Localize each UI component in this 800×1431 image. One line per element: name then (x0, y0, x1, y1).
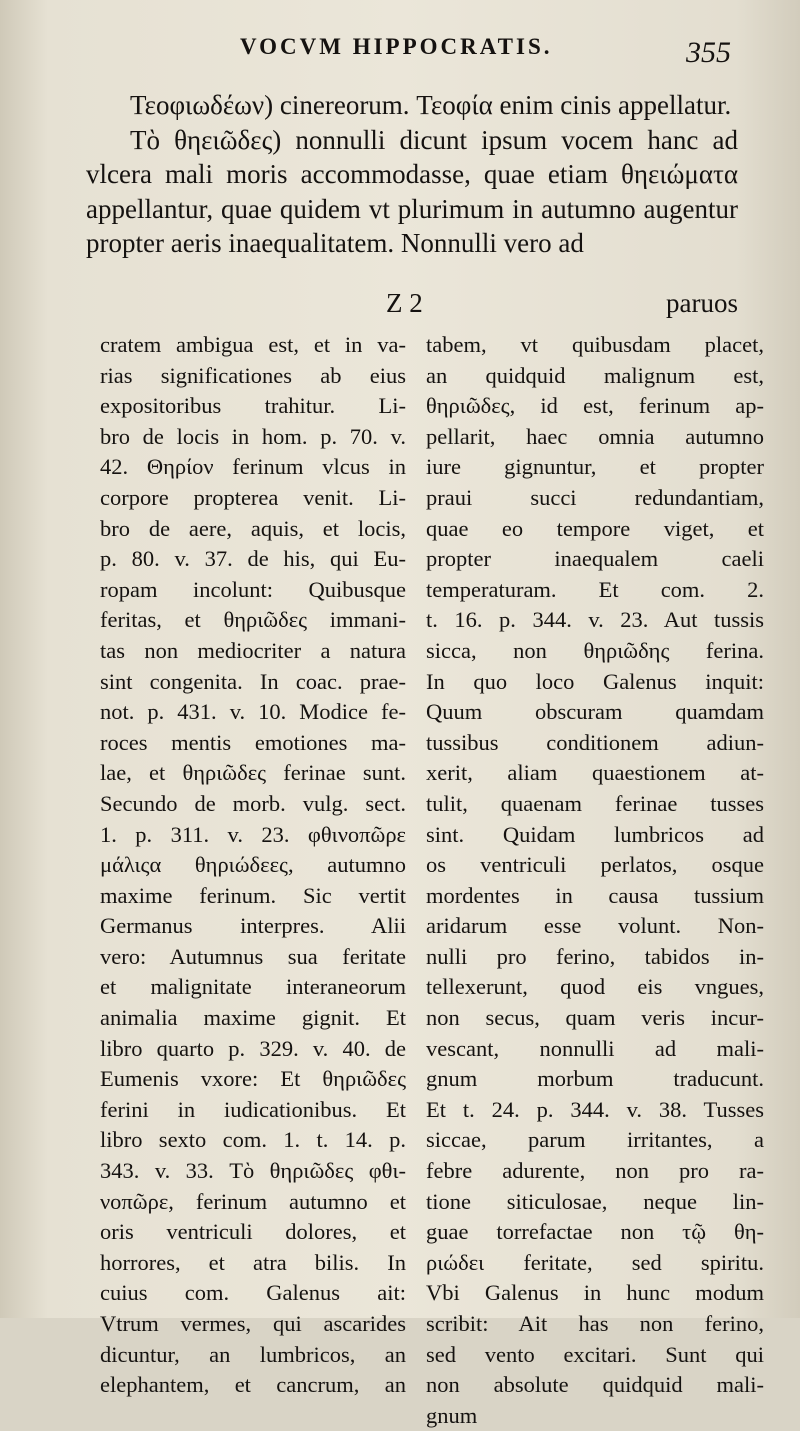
text-line: 1. p. 311. v. 23. φθινοπῶρε (100, 821, 406, 847)
text-line: tulit, quaenam ferinae tusses (426, 790, 764, 816)
text-line: propter inaequalem caeli (426, 546, 764, 572)
text-line: Vtrum vermes, qui ascarides (100, 1311, 406, 1336)
text-line: xerit, aliam quaestionem at- (426, 760, 764, 786)
text-line: Vbi Galenus in hunc modum (426, 1280, 764, 1306)
text-line: libro quarto p. 329. v. 40. de (100, 1035, 406, 1061)
text-line: temperaturam. Et com. 2. (426, 576, 764, 602)
text-line: rias significationes ab eius (100, 362, 406, 388)
text-line: os ventriculi perlatos, osque (426, 852, 764, 878)
text-line: vero: Autumnus sua feritate (100, 943, 406, 969)
text-line: 343. v. 33. Τὸ θηριῶδες φθι- (100, 1158, 406, 1184)
text-line: cuius com. Galenus ait: (100, 1280, 406, 1306)
text-line: febre adurente, non pro ra- (426, 1158, 764, 1184)
text-line: an quidquid malignum est, (426, 362, 764, 388)
text-line: bro de aere, aquis, et locis, (100, 515, 406, 541)
text-line: nulli pro ferino, tabidos in- (426, 943, 764, 969)
text-line: non absolute quidquid mali- (426, 1372, 764, 1398)
text-line: lae, et θηριῶδες ferinae sunt. (100, 760, 406, 786)
text-line: ριώδει feritate, sed spiritu. (426, 1249, 764, 1275)
text-line: cratem ambigua est, et in va- (100, 332, 406, 357)
text-line: tabem, vt quibusdam placet, (426, 332, 764, 357)
text-line: animalia maxime gignit. Et (100, 1005, 406, 1031)
text-line: gnum morbum traducunt. (426, 1066, 764, 1092)
text-line: νοπῶρε, ferinum autumno et (100, 1188, 406, 1214)
right-column (426, 330, 764, 1431)
text-line: quae eo tempore viget, et (426, 515, 764, 541)
text-line: tussibus conditionem adiun- (426, 729, 764, 755)
text-line: feritas, et θηριῶδες immani- (100, 607, 406, 633)
text-line: praui succi redundantiam, (426, 484, 764, 510)
text-line: et malignitate interaneorum (100, 974, 406, 1000)
text-line: Eumenis vxore: Et θηριῶδες (100, 1066, 406, 1092)
text-line: not. p. 431. v. 10. Modice fe- (100, 699, 406, 725)
text-line: horrores, et atra bilis. In (100, 1249, 406, 1275)
text-line: libro sexto com. 1. t. 14. p. (100, 1127, 406, 1153)
text-line: p. 80. v. 37. de his, qui Eu- (100, 546, 406, 572)
text-line: bro de locis in hom. p. 70. v. (100, 423, 406, 449)
text-line: gnum (426, 1402, 478, 1428)
text-line: ferini in iudicationibus. Et (100, 1096, 406, 1122)
text-line: sed vento excitari. Sunt qui (426, 1341, 764, 1367)
text-line: mordentes in causa tussium (426, 882, 764, 908)
text-line: t. 16. p. 344. v. 23. Aut tussis (426, 607, 764, 633)
left-column (100, 330, 406, 1401)
text-line: dicuntur, an lumbricos, an (100, 1341, 406, 1367)
page-number: 355 (686, 36, 731, 69)
text-line: elephantem, et cancrum, an (100, 1372, 406, 1398)
top-text-block (86, 88, 738, 261)
text-line: siccae, parum irritantes, a (426, 1127, 764, 1153)
text-line: sicca, non θηριῶδης ferina. (426, 637, 764, 663)
text-line: ropam incolunt: Quibusque (100, 576, 406, 602)
signature-mark: Z 2 (386, 288, 423, 318)
text-line: tas non mediocriter a natura (100, 637, 406, 663)
text-line: scribit: Ait has non ferino, (426, 1311, 764, 1336)
signature-line (86, 288, 738, 322)
text-line: sint congenita. In coac. prae- (100, 668, 406, 694)
text-line: roces mentis emotiones ma- (100, 729, 406, 755)
text-line: iure gignuntur, et propter (426, 454, 764, 480)
top-paragraph-2: Τὸ θηειῶδες) nonnulli dicunt ipsum vocem hanc ad vlcera mali moris accommodasse, quae etiam θηειώματα appellantur, quae quidem vt plurimum in autumno augentur propter aeris inaequalitatem. Nonnulli vero ad (86, 124, 738, 258)
text-line: Germanus interpres. Alii (100, 913, 406, 939)
text-line: In quo loco Galenus inquit: (426, 668, 764, 694)
text-line: aridarum esse volunt. Non- (426, 913, 764, 939)
text-line: 42. Θηρίον ferinum vlcus in (100, 454, 406, 480)
text-line: expositoribus trahitur. Li- (100, 393, 406, 419)
text-line: Secundo de morb. vulg. sect. (100, 790, 406, 816)
text-line: tione siticulosae, neque lin- (426, 1188, 764, 1214)
text-line: θηριῶδες, id est, ferinum ap- (426, 393, 764, 419)
text-line: μάλιςα θηριώδεες, autumno (100, 852, 406, 878)
text-line: Et t. 24. p. 344. v. 38. Tusses (426, 1096, 764, 1122)
text-line: corpore propterea venit. Li- (100, 484, 406, 510)
text-line: vescant, nonnulli ad mali- (426, 1035, 764, 1061)
running-header-title: VOCVM HIPPOCRATIS. (240, 34, 553, 59)
text-line: guae torrefactae non τῷ θη- (426, 1219, 764, 1245)
text-line: non secus, quam veris incur- (426, 1005, 764, 1031)
text-line: oris ventriculi dolores, et (100, 1219, 406, 1245)
text-line: maxime ferinum. Sic vertit (100, 882, 406, 908)
text-line: pellarit, haec omnia autumno (426, 423, 764, 449)
top-paragraph-1: Τεοφιωδέων) cinereorum. Τεοφία enim cinis appellatur. (130, 90, 732, 120)
text-line: sint. Quidam lumbricos ad (426, 821, 764, 847)
text-line: Quum obscuram quamdam (426, 699, 764, 725)
catchword: paruos (666, 288, 738, 318)
text-line: tellexerunt, quod eis vngues, (426, 974, 764, 1000)
